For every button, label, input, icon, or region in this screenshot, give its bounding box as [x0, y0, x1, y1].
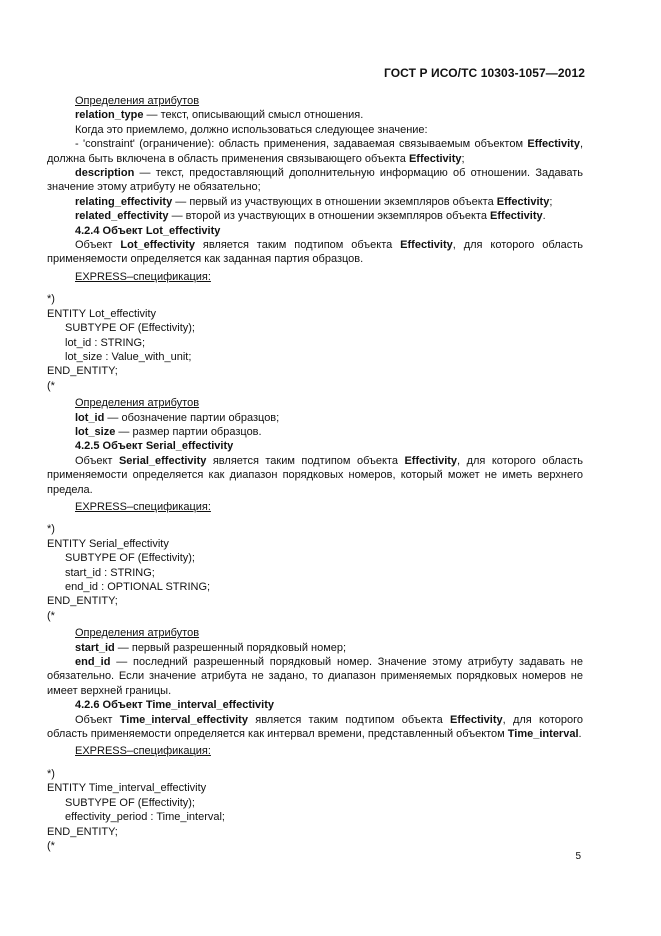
code-line: *): [47, 293, 55, 306]
code-line: (*: [47, 609, 55, 622]
lot-size-definition: lot_size — размер партии образцов.: [75, 425, 262, 438]
code-line: lot_size : Value_with_unit;: [65, 350, 192, 363]
code-line: SUBTYPE OF (Effectivity);: [65, 322, 195, 335]
code-line: SUBTYPE OF (Effectivity);: [65, 552, 195, 565]
section-4-2-6-paragraph: Объект Time_interval_effectivity является таким подтипом объекта Effectivity, для которого область применяемости определяется как интервал времени, представленный объектом Time_interval.: [47, 713, 584, 741]
code-line: start_id : STRING;: [65, 566, 155, 579]
code-line: ENTITY Serial_effectivity: [47, 537, 169, 550]
document-body: [47, 94, 583, 853]
code-line: END_ENTITY;: [47, 825, 118, 838]
section-4-2-4-paragraph: Объект Lot_effectivity является таким подтипом объекта Effectivity, для которого область применяемости определяется как заданная партия образцов.: [47, 239, 584, 266]
when-applicable-text: Когда это приемлемо, должно использоваться следующее значение:: [75, 123, 428, 136]
code-line: ENTITY Lot_effectivity: [47, 307, 157, 320]
express-spec-heading: EXPRESS–спецификация:: [75, 745, 211, 758]
code-line: END_ENTITY;: [47, 365, 118, 378]
code-line: end_id : OPTIONAL STRING;: [65, 581, 211, 593]
section-4-2-5-paragraph: Объект Serial_effectivity является таким подтипом объекта Effectivity, для которого область применяемости определяется как диапазон порядковых номеров, который может не иметь верхнего предела.: [47, 454, 584, 496]
code-line: lot_id : STRING;: [65, 336, 146, 349]
code-line: *): [47, 523, 55, 536]
code-line: effectivity_period : Time_interval;: [65, 811, 225, 824]
code-line: (*: [47, 379, 55, 392]
description-definition: description — текст, предоставляющий дополнительную информацию об отношении. Задавать значение этому атрибуту не обязательно;: [47, 167, 583, 194]
constraint-value-text: - 'constraint' (ограничение): область применения, задаваемая связываемым объектом Effectivity, должна быть включена в область применения связывающего объекта Effectivity;: [47, 138, 583, 165]
section-4-2-6-heading: 4.2.6 Объект Time_interval_effectivity: [75, 699, 275, 712]
related-effectivity-definition: related_effectivity — второй из участвующих в отношении экземпляров объекта Effectivity.: [75, 210, 546, 223]
code-line: (*: [47, 839, 55, 852]
express-spec-heading: EXPRESS–спецификация:: [75, 500, 211, 513]
section-4-2-5-heading: 4.2.5 Объект Serial_effectivity: [75, 440, 234, 453]
attr-definitions-heading: Определения атрибутов: [75, 95, 200, 107]
attr-definitions-heading: Определения атрибутов: [75, 627, 200, 640]
end-id-definition: end_id — последний разрешенный порядковый номер. Значение этому атрибуту задавать не обязательно. Если значение атрибута не задано, то диапазон применяемых порядковых номеров не имеет верхней границы.: [47, 656, 583, 697]
page-number: 5: [575, 851, 581, 862]
lot-id-definition: lot_id — обозначение партии образцов;: [75, 411, 280, 424]
document-header: ГОСТ Р ИСО/ТС 10303-1057—2012: [384, 66, 585, 80]
code-line: ENTITY Time_interval_effectivity: [47, 782, 207, 795]
start-id-definition: start_id — первый разрешенный порядковый номер;: [75, 641, 347, 654]
relation-type-definition: relation_type — текст, описывающий смысл отношения.: [75, 109, 364, 122]
attr-definitions-heading: Определения атрибутов: [75, 397, 200, 410]
code-line: *): [47, 767, 55, 780]
section-4-2-4-heading: 4.2.4 Объект Lot_effectivity: [75, 224, 221, 237]
code-line: END_ENTITY;: [47, 595, 118, 608]
code-line: SUBTYPE OF (Effectivity);: [65, 796, 195, 809]
express-spec-heading: EXPRESS–спецификация:: [75, 270, 211, 283]
relating-effectivity-definition: relating_effectivity — первый из участвующих в отношении экземпляров объекта Effectivity;: [75, 195, 553, 208]
